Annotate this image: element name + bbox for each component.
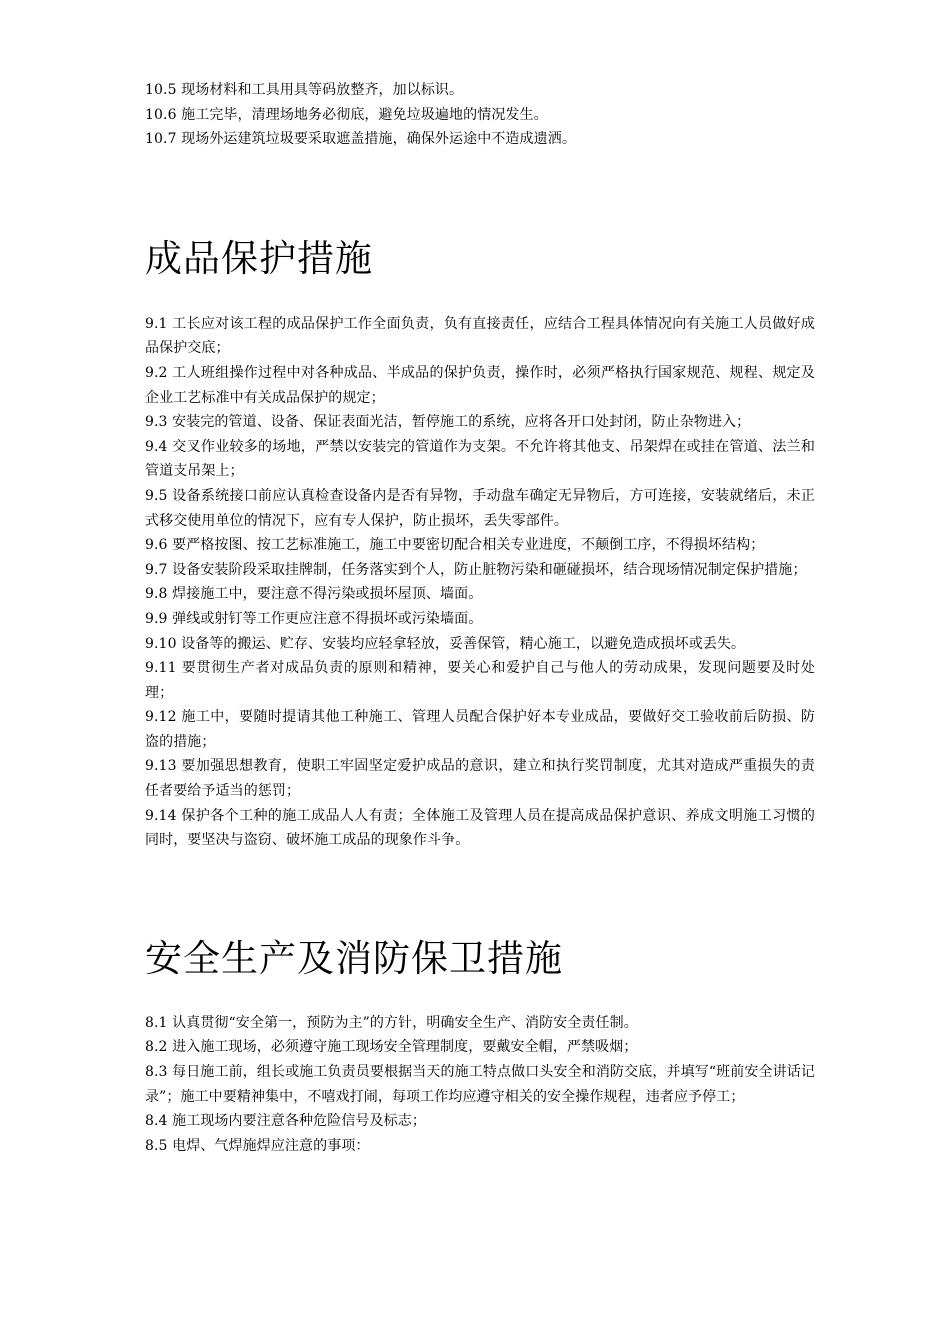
paragraph: 8.1 认真贯彻“安全第一，预防为主”的方针，明确安全生产、消防安全责任制。: [145, 1014, 638, 1031]
document-page: [145, 78, 815, 1158]
section-heading-safety: 安全生产及消防保卫措施: [145, 936, 563, 980]
paragraph: 9.4 交叉作业较多的场地，严禁以安装完的管道作为支架。不允许将其他支、吊架焊在或挂在管道、法兰和管道支吊架上；: [145, 438, 815, 480]
paragraph: 9.6 要严格按图、按工艺标准施工，施工中要密切配合相关专业进度，不颠倒工序，不得损坏结构；: [145, 537, 765, 554]
paragraph: 9.7 设备安装阶段采取挂牌制，任务落实到个人，防止脏物污染和砸碰损坏，结合现场情况制定保护措施；: [145, 561, 807, 578]
section-protection-body: [145, 312, 815, 853]
paragraph: 9.3 安装完的管道、设备、保证表面光洁，暂停施工的系统，应将各开口处封闭，防止杂物进入；: [145, 414, 751, 431]
paragraph: 9.5 设备系统接口前应认真检查设备内是否有异物，手动盘车确定无异物后，方可连接，安装就绪后，未正式移交使用单位的情况下，应有专人保护，防止损坏，丢失零部件。: [145, 487, 815, 529]
paragraph: 8.4 施工现场内要注意各种危险信号及标志；: [145, 1113, 426, 1130]
section-site-cleanup: [145, 78, 815, 152]
paragraph: 8.5 电焊、气焊施焊应注意的事项：: [145, 1137, 370, 1154]
paragraph: 9.14 保护各个工种的施工成品人人有责；全体施工及管理人员在提高成品保护意识、养成文明施工习惯的同时，要坚决与盗窃、破坏施工成品的现象作斗争。: [145, 807, 815, 849]
paragraph: 10.6 施工完毕，清理场地务必彻底，避免垃圾遍地的情况发生。: [145, 106, 548, 123]
paragraph: 10.7 现场外运建筑垃圾要采取遮盖措施，确保外运途中不造成遗洒。: [145, 131, 576, 148]
paragraph: 8.2 进入施工现场，必须遵守施工现场安全管理制度，要戴安全帽，严禁吸烟；: [145, 1039, 638, 1056]
paragraph: 9.12 施工中，要随时提请其他工种施工、管理人员配合保护好本专业成品，要做好交工验收前后防损、防盗的措施；: [145, 709, 815, 750]
paragraph: 9.2 工人班组操作过程中对各种成品、半成品的保护负责，操作时，必须严格执行国家规范、规程、规定及企业工艺标准中有关成品保护的规定；: [145, 364, 815, 406]
paragraph: 9.11 要贯彻生产者对成品负责的原则和精神，要关心和爱护自己与他人的劳动成果，发现问题要及时处理；: [145, 660, 815, 701]
paragraph: 9.10 设备等的搬运、贮存、安装均应轻拿轻放，妥善保管，精心施工，以避免造成损坏或丢失。: [145, 635, 746, 652]
section-safety-body: [145, 1011, 815, 1159]
paragraph: 9.9 弹线或射钉等工作更应注意不得损坏或污染墙面。: [145, 610, 483, 627]
paragraph: 8.3 每日施工前，组长或施工负责员要根据当天的施工特点做口头安全和消防交底，并填写“班前安全讲话记录”；施工中要精神集中，不嘻戏打闹，每项工作均应遵守相关的安全操作规程，违者应予停工；: [145, 1064, 815, 1105]
section-heading-protection: 成品保护措施: [145, 236, 373, 280]
paragraph: 10.5 现场材料和工具用具等码放整齐，加以标识。: [145, 82, 464, 98]
paragraph: 9.1 工长应对该工程的成品保护工作全面负责，负有直接责任，应结合工程具体情况向有关施工人员做好成品保护交底；: [145, 315, 815, 357]
paragraph: 9.13 要加强思想教育，使职工牢固坚定爱护成品的意识，建立和执行奖罚制度，尤其对造成严重损失的责任者要给予适当的惩罚；: [145, 758, 815, 800]
paragraph: 9.8 焊接施工中，要注意不得污染或损坏屋顶、墙面。: [145, 586, 483, 603]
